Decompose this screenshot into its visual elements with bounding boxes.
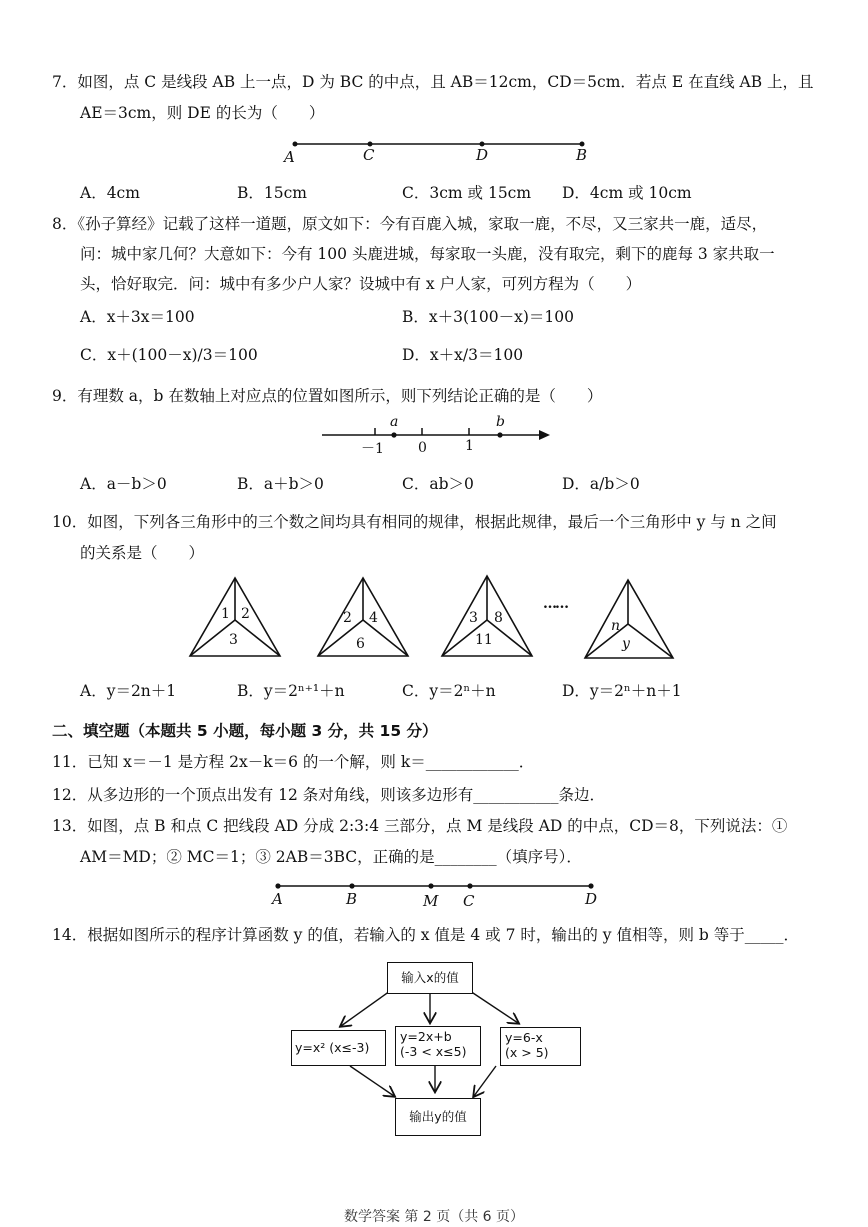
triangle4-left: n	[611, 618, 621, 634]
triangle1-bottom: 3	[229, 632, 238, 648]
triangle3-left: 3	[469, 610, 478, 626]
triangle4-bottom: y	[622, 636, 630, 652]
q11-text: 11．已知 x＝－1 是方程 2x－k＝6 的一个解，则 k＝____________．	[52, 753, 535, 771]
q7-option-d: D．4cm 或 10cm	[562, 184, 692, 202]
flow-branch2-line1: y=2x+b	[400, 1029, 452, 1044]
point-a-on-axis	[391, 432, 396, 437]
q8-option-b: B．x＋3(100－x)＝100	[402, 308, 574, 326]
q10-option-a: A．y＝2n＋1	[80, 682, 177, 700]
triangle3-bottom: 11	[475, 632, 493, 648]
flow-branch1-text: y=x² (x≤-3)	[295, 1040, 370, 1055]
q10-option-b: B．y＝2ⁿ⁺¹＋n	[237, 682, 345, 700]
point-b-on-axis	[497, 432, 502, 437]
q7-label-d: D	[476, 146, 489, 164]
q9-option-b: B．a＋b＞0	[237, 475, 324, 493]
q13-label-c: C	[463, 892, 475, 910]
q9-line1: 9．有理数 a，b 在数轴上对应点的位置如图所示，则下列结论正确的是（ ）	[52, 387, 603, 405]
page-footer: 数学答案 第 2 页（共 6 页）	[343, 1209, 525, 1225]
q9-label-a: a	[390, 414, 399, 430]
q7-option-c: C．3cm 或 15cm	[402, 184, 532, 202]
q8-option-d: D．x＋x/3＝100	[402, 346, 524, 364]
flow-branch3-box	[500, 1027, 581, 1066]
q7-line2: AE＝3cm，则 DE 的长为（ ）	[80, 104, 325, 122]
flow-branch2-box	[395, 1026, 481, 1066]
q13-line2: AM＝MD；② MC＝1；③ 2AB＝3BC，正确的是________（填序号）．	[80, 848, 582, 866]
q8-line2: 问：城中家几何？大意如下：今有 100 头鹿进城，每家取一头鹿，没有取完，剩下的鹿每 3 家共取一	[80, 245, 775, 263]
q7-label-c: C	[363, 146, 375, 164]
q8-line3: 头，恰好取完．问：城中有多少户人家？设城中有 x 户人家，可列方程为（ ）	[80, 275, 642, 293]
triangle1-left: 1	[221, 606, 230, 622]
flow-input-text: 输入x的值	[401, 970, 459, 985]
q9-option-a: A．a－b＞0	[80, 475, 167, 493]
triangle-ellipsis: ……	[543, 596, 567, 612]
flow-branch3-line1: y=6-x	[505, 1030, 543, 1045]
flow-branch1-box	[291, 1030, 386, 1066]
q13-label-a: A	[272, 890, 283, 908]
triangle2-bottom: 6	[356, 636, 365, 652]
flow-output-box	[395, 1098, 481, 1136]
q9-option-d: D．a/b＞0	[562, 475, 640, 493]
q9-tick-1: 1	[465, 438, 474, 454]
flow-output-text: 输出y的值	[409, 1109, 467, 1124]
q13-label-b: B	[346, 890, 358, 908]
q7-option-b: B．15cm	[237, 184, 307, 202]
q9-tick-minus1: －1	[361, 441, 384, 457]
q9-option-c: C．ab＞0	[402, 475, 474, 493]
q10-option-c: C．y＝2ⁿ＋n	[402, 682, 496, 700]
flow-branch2-line2: (-3 < x≤5)	[400, 1044, 467, 1059]
q14-line1: 14．根据如图所示的程序计算函数 y 的值，若输入的 x 值是 4 或 7 时，输出的 y 值相等，则 b 等于_____．	[52, 926, 799, 944]
q12-text: 12．从多边形的一个顶点出发有 12 条对角线，则该多边形有___________条边．	[52, 786, 606, 804]
q8-option-c: C．x＋(100－x)/3＝100	[80, 346, 258, 364]
q9-label-b: b	[496, 414, 505, 430]
triangle1-right: 2	[241, 606, 250, 622]
q10-line1: 10．如图，下列各三角形中的三个数之间均具有相同的规律，根据此规律，最后一个三角形中 y 与 n 之间	[52, 513, 777, 531]
triangle3-right: 8	[494, 610, 503, 626]
triangle2-left: 2	[343, 610, 352, 626]
q13-line1: 13．如图，点 B 和点 C 把线段 AD 分成 2:3:4 三部分，点 M 是线段 AD 的中点，CD＝8，下列说法：①	[52, 817, 788, 835]
section2-heading: 二、填空题（本题共 5 小题，每小题 3 分，共 15 分）	[52, 722, 438, 740]
q7-label-a: A	[284, 148, 295, 166]
q7-line1: 7．如图，点 C 是线段 AB 上一点，D 为 BC 的中点，且 AB＝12cm，CD＝5cm．若点 E 在直线 AB 上，且	[52, 73, 814, 91]
flow-input-box	[387, 962, 473, 994]
q13-label-d: D	[585, 890, 598, 908]
q10-option-d: D．y＝2ⁿ＋n＋1	[562, 682, 682, 700]
q8-option-a: A．x＋3x＝100	[80, 308, 195, 326]
triangle2-right: 4	[369, 610, 378, 626]
q13-label-m: M	[423, 892, 439, 910]
q9-tick-0: 0	[418, 440, 427, 456]
q7-option-a: A．4cm	[80, 184, 140, 202]
point-a	[293, 142, 298, 147]
flow-branch3-line2: (x > 5)	[505, 1045, 549, 1060]
q10-line2: 的关系是（ ）	[80, 544, 205, 562]
q7-label-b: B	[576, 146, 588, 164]
q8-line1: 8．《孙子算经》记载了这样一道题，原文如下：今有百鹿入城，家取一鹿，不尽，又三家共一鹿，适尽，	[52, 215, 768, 233]
